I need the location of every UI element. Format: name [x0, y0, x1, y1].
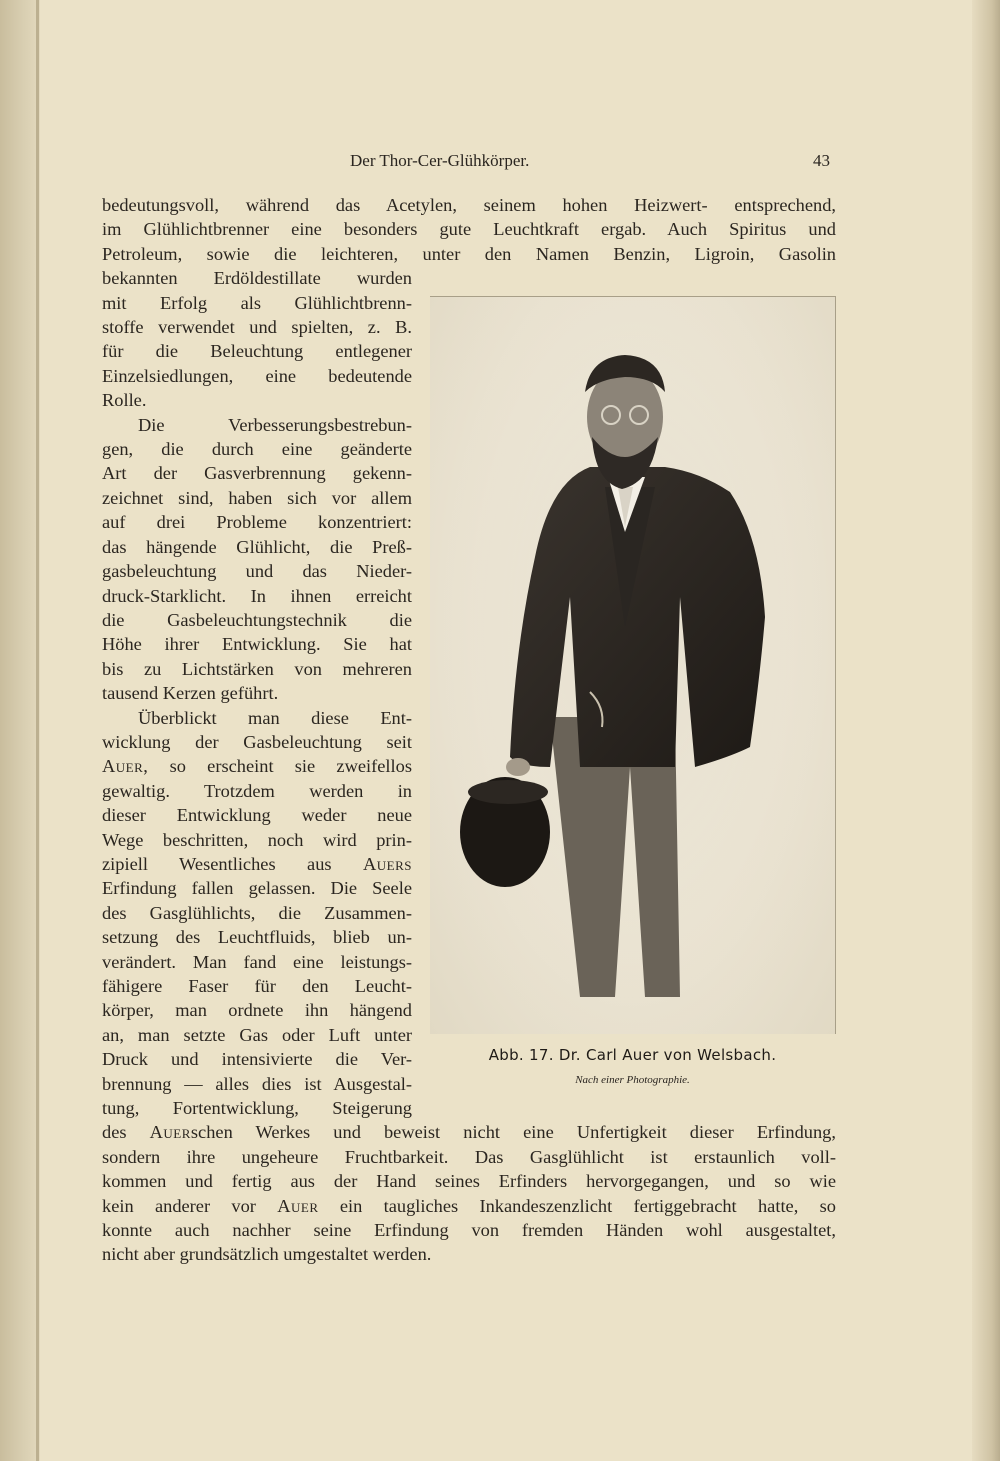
- text-line: Einzelsiedlungen, eine bedeutende: [102, 365, 412, 386]
- text-line: kommen und fertig aus der Hand seines Erfinders hervorgegangen, und so wie: [102, 1171, 836, 1192]
- text-line: tung, Fortentwicklung, Steigerung: [102, 1098, 412, 1119]
- text-line: bekannten Erdöldestillate wurden: [102, 268, 412, 289]
- text-line: mit Erfolg als Glühlichtbrenn-: [102, 292, 412, 313]
- gutter-line: [36, 0, 39, 1461]
- text-line: bedeutungsvoll, während das Acetylen, seinem hohen Heizwert- entsprechend,: [102, 195, 836, 215]
- text-line: Die Verbesserungsbestrebun-: [138, 414, 412, 435]
- text-line: zipiell Wesentliches aus Auers: [102, 853, 412, 874]
- text-line: des Gasglühlichts, die Zusammen-: [102, 902, 412, 923]
- text-line: brennung — alles dies ist Ausgestal-: [102, 1073, 412, 1094]
- portrait-illustration: [430, 297, 835, 1034]
- text-line: Druck und intensivierte die Ver-: [102, 1049, 412, 1070]
- text-line: Erfindung fallen gelassen. Die Seele: [102, 878, 412, 899]
- text-line: an, man setzte Gas oder Luft unter: [102, 1024, 412, 1045]
- text-line: nicht aber grundsätzlich umgestaltet werden.: [102, 1244, 432, 1265]
- text-line: auf drei Probleme konzentriert:: [102, 512, 412, 533]
- page-number: 43: [813, 151, 830, 170]
- author-name: Auer,: [102, 756, 149, 777]
- text-line: Petroleum, sowie die leichteren, unter den Namen Benzin, Ligroin, Gasolin: [102, 243, 836, 264]
- text-line: körper, man ordnete ihn hängend: [102, 1000, 412, 1021]
- text-line: tausend Kerzen geführt.: [102, 683, 279, 704]
- page-edge: [972, 0, 1000, 1461]
- text-line: fähigere Faser für den Leucht-: [102, 976, 412, 996]
- text-line: setzung des Leuchtfluids, blieb un-: [102, 927, 412, 948]
- portrait-photograph: [430, 296, 836, 1034]
- text-line: das hängende Glühlicht, die Preß-: [102, 536, 412, 557]
- text-line: gasbeleuchtung und das Nieder-: [102, 561, 412, 582]
- text-line: stoffe verwendet und spielten, z. B.: [102, 317, 412, 338]
- text-line: für die Beleuchtung entlegener: [102, 341, 412, 362]
- figure-credit: Nach einer Photographie.: [575, 1074, 690, 1086]
- text-line: zeichnet sind, haben sich vor allem: [102, 487, 412, 508]
- text-line: bis zu Lichtstärken von mehreren: [102, 658, 412, 679]
- text-line: Wege beschritten, noch wird prin-: [102, 829, 412, 850]
- text-line: sondern ihre ungeheure Fruchtbarkeit. Das Gasglühlicht ist erstaunlich voll-: [102, 1146, 836, 1167]
- text-line: die Gasbeleuchtungstechnik die: [102, 609, 412, 630]
- book-spine-shadow: [0, 0, 40, 1461]
- author-name: Auers: [362, 853, 412, 874]
- text-line: konnte auch nachher seine Erfindung von fremden Händen wohl ausgestaltet,: [102, 1220, 836, 1241]
- text-line: kein anderer vor Auer ein taugliches Inkandeszenzlicht fertiggebracht hatte, so: [102, 1195, 836, 1216]
- running-title: Der Thor-Cer-Glühkörper.: [350, 151, 530, 170]
- text-line: gen, die durch eine geänderte: [102, 439, 412, 460]
- text-line: dieser Entwicklung weder neue: [102, 805, 412, 826]
- text-line: gewaltig. Trotzdem werden in: [102, 780, 412, 801]
- text-line: Auer, so erscheint sie zweifellos: [102, 756, 412, 777]
- author-name: Auer: [277, 1195, 319, 1216]
- text-line: Höhe ihrer Entwicklung. Sie hat: [102, 634, 412, 655]
- text-line: druck-Starklicht. In ihnen erreicht: [102, 585, 412, 606]
- text-line: Überblickt man diese Ent-: [138, 707, 412, 728]
- text-line: Rolle.: [102, 390, 147, 411]
- text-line: verändert. Man fand eine leistungs-: [102, 951, 412, 972]
- figure-caption: Abb. 17. Dr. Carl Auer von Welsbach.: [488, 1046, 777, 1064]
- author-name: Auer: [149, 1122, 191, 1143]
- text-line: im Glühlichtbrenner eine besonders gute Leuchtkraft ergab. Auch Spiritus und: [102, 219, 836, 240]
- text-line: Art der Gasverbrennung gekenn-: [102, 463, 412, 484]
- text-line: wicklung der Gasbeleuchtung seit: [102, 731, 412, 752]
- text-line: des Auerschen Werkes und beweist nicht eine Unfertigkeit dieser Erfindung,: [102, 1122, 836, 1143]
